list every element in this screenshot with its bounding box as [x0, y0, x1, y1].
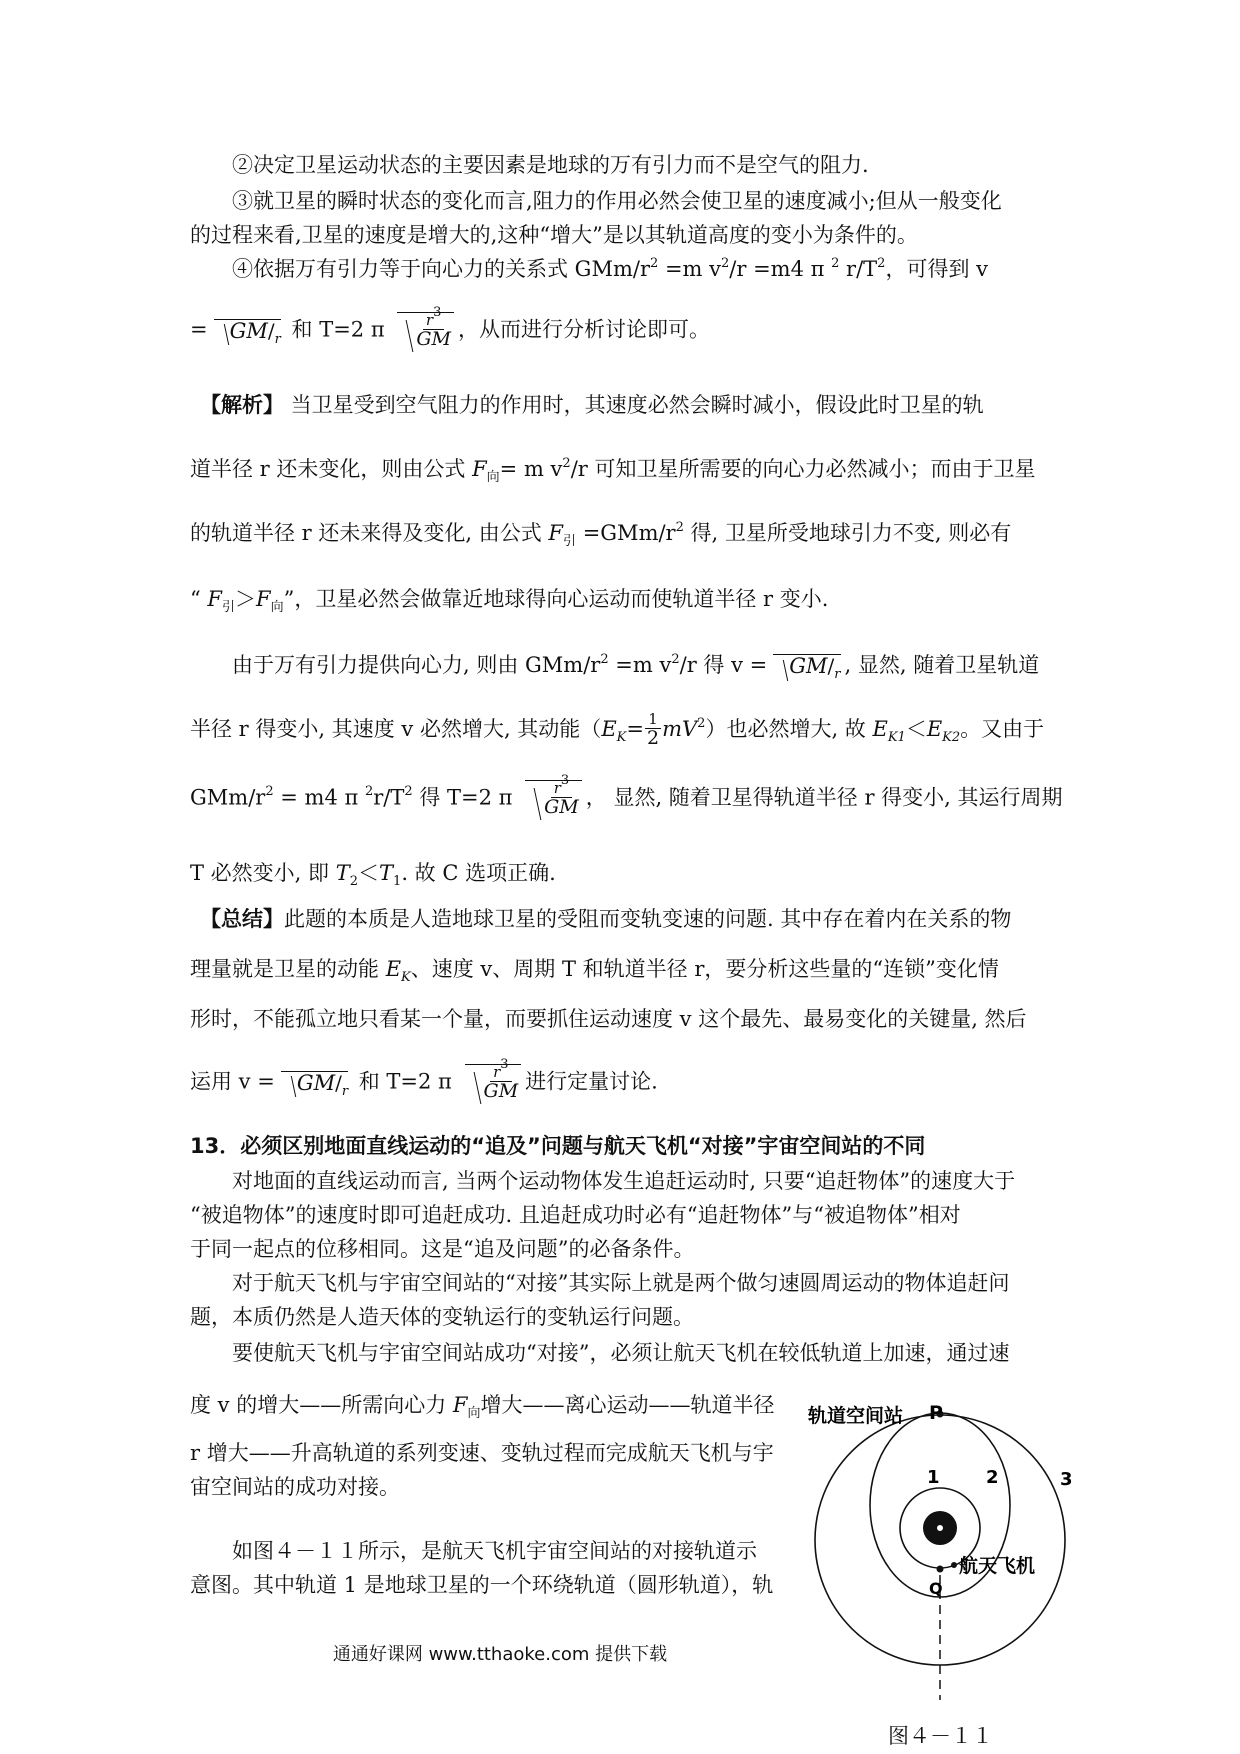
orbit-3-label: 3	[1060, 1469, 1073, 1490]
text-line: ②决定卫星运动状态的主要因素是地球的万有引力而不是空气的阻力.	[232, 153, 869, 177]
sqrt-formula: $GM/_r$	[773, 654, 840, 678]
formula-line: 运用 $v = GM/_r$ 和 T=2 π $\frac{r3}{GM}$ 进行定量讨论.	[190, 1057, 658, 1102]
analysis-label: 【解析】	[200, 393, 284, 417]
summary-label: 【总结】	[200, 907, 284, 931]
text-line: “ $F_引>F_向$”，卫星必然会做靠近地球得向心运动而使轨道半径 r 变小.	[190, 587, 829, 615]
section-heading: 13．必须区别地面直线运动的“追及”问题与航天飞机“对接”宇宙空间站的不同	[190, 1134, 926, 1158]
text-line: 的过程来看,卫星的速度是增大的,这种“增大”是以其轨道高度的变小为条件的。	[190, 223, 918, 247]
sqrt-formula: $\frac{r3}{GM}$	[397, 312, 454, 350]
sqrt-formula: $\frac{r3}{GM}$	[465, 1064, 522, 1102]
text-line: 意图。其中轨道 1 是地球卫星的一个环绕轨道（圆形轨道），轨	[190, 1573, 774, 1597]
text-line: 的轨道半径 r 还未来得及变化, 由公式 $F_引 =GMm/r^2$ 得, 卫星所受地球引力不变, 则必有	[190, 520, 1012, 549]
text-line: 度 v 的增大——所需向心力 $F_向$增大——离心运动——轨道半径	[190, 1393, 775, 1421]
formula-line: GMm/$r^2 = m4$ π $^2r/T^2$ 得 T=2 π $\frac{r3}{GM}$ ， 显然, 随着卫星得轨道半径 r 得变小, 其运行周期	[190, 773, 1063, 818]
text-line: 形时，不能孤立地只看某一个量，而要抓住运动速度 v 这个最先、最易变化的关键量, 然后	[190, 1007, 1027, 1031]
point-Q-label: Q	[929, 1579, 943, 1598]
sqrt-formula: $GM/_r$	[281, 1071, 348, 1095]
station-label: 轨道空间站	[808, 1405, 904, 1427]
text-line: 理量就是卫星的动能 $E_K$、速度 v、周期 T 和轨道半径 r，要分析这些量的“连锁”变化情	[190, 957, 999, 985]
text-line: 于同一起点的位移相同。这是“追及问题”的必备条件。	[190, 1237, 695, 1261]
sqrt-formula: $\frac{r3}{GM}$	[525, 780, 582, 818]
sqrt-formula: $GM/_r$	[214, 319, 281, 343]
text-line: 对于航天飞机与宇宙空间站的“对接”其实际上就是两个做匀速圆周运动的物体追赶问	[232, 1271, 1010, 1295]
page-footer: 通通好课网 www.tthaoke.com 提供下载	[332, 1644, 668, 1665]
text-line: T 必然变小, 即 $T_2<T_1$. 故 C 选项正确.	[190, 861, 556, 889]
formula-line: 半径 r 得变小, 其速度 v 必然增大, 其动能（$E_K=$ $\frac{1}{2}$ $mV^2$）也必然增大, 故 $E_{K1}<E_{K2}$。又由于	[190, 710, 1045, 749]
point-P-label: P	[929, 1402, 943, 1424]
text-line: 道半径 r 还未变化，则由公式 $F_向= m$ $v^2/r$ 可知卫星所需要的向心力必然减小；而由于卫星	[190, 456, 1036, 485]
summary-line: 【总结】此题的本质是人造地球卫星的受阻而变轨变速的问题. 其中存在着内在关系的物	[200, 907, 1012, 931]
text-line: 宙空间站的成功对接。	[190, 1475, 400, 1499]
text-line: ③就卫星的瞬时状态的变化而言,阻力的作用必然会使卫星的速度减小;但从一般变化	[232, 189, 1002, 213]
orbit-2-label: 2	[986, 1467, 999, 1488]
text-line: 要使航天飞机与宇宙空间站成功“对接”，必须让航天飞机在较低轨道上加速，通过速	[232, 1341, 1010, 1365]
figure-caption: 图４－１１	[888, 1724, 993, 1748]
text-line: r 增大——升高轨道的系列变速、变轨过程而完成航天飞机与宇	[190, 1441, 774, 1465]
analysis-line: 【解析】 当卫星受到空气阻力的作用时，其速度必然会瞬时减小，假设此时卫星的轨	[200, 393, 984, 417]
point-Q	[937, 1566, 944, 1573]
text-line: ④依据万有引力等于向心力的关系式 GMm/$r^2 =m$ $v^2/r =m4$ π $^2$ $r/T^2$，可得到 v	[232, 256, 988, 281]
text-line: 如图４－１１所示，是航天飞机宇宙空间站的对接轨道示	[232, 1539, 757, 1563]
shuttle-label: 航天飞机	[959, 1555, 1036, 1577]
text-line: 对地面的直线运动而言, 当两个运动物体发生追赶运动时, 只要“追赶物体”的速度大于	[232, 1169, 1016, 1193]
shuttle-icon	[951, 1562, 957, 1568]
formula-line: 由于万有引力提供向心力, 则由 GMm/$r^2 =m$ $v^2/r$ 得 $v = GM/_r$ , 显然, 随着卫星轨道	[232, 652, 1040, 683]
text-line: 题，本质仍然是人造天体的变轨运行的变轨运行问题。	[190, 1305, 694, 1329]
formula-line: = $GM/_r$ 和 T=2 π $\frac{r3}{GM}$ ，从而进行分析讨论即可。	[190, 305, 710, 350]
orbit-1-label: 1	[927, 1467, 940, 1488]
text-line: “被追物体”的速度时即可追赶成功. 且追赶成功时必有“追赶物体”与“被追物体”相对	[190, 1203, 961, 1227]
